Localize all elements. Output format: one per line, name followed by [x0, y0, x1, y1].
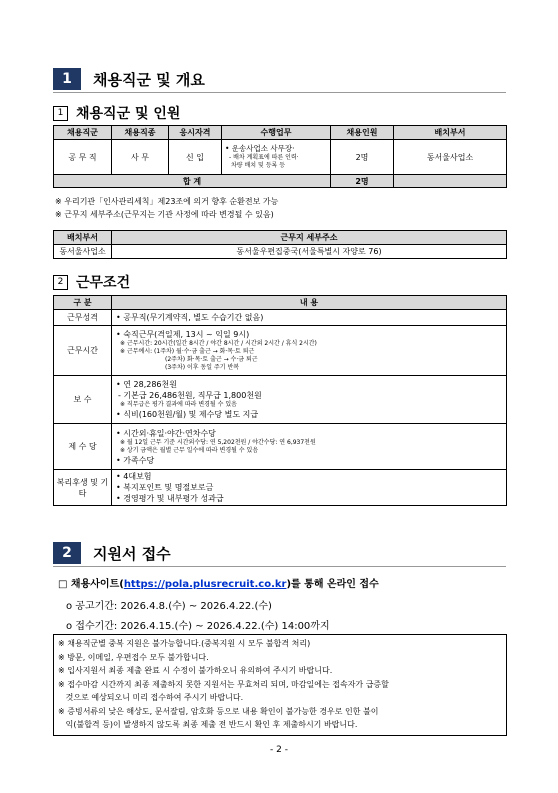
row-line: • 가족수당 — [116, 455, 155, 465]
table-row — [54, 140, 507, 175]
table-row — [54, 470, 507, 506]
total-label: 합 계 — [54, 175, 331, 188]
note: ※ 근무지 세부주소(근무지는 기관 사정에 따라 변경될 수 있음) — [55, 210, 274, 219]
job-table — [53, 125, 507, 188]
row-line: (2주차) 화·목·토 출근 → 수·금 퇴근 — [165, 356, 258, 363]
total-count: 2명 — [331, 175, 394, 188]
table-header: 응시자격 — [169, 126, 222, 140]
row-label: 제 수 당 — [54, 424, 112, 470]
notice-line: 익(불합격 등)이 발생하지 않도록 최종 제출 전 반드시 확인 후 제출하시기 바랍니다. — [58, 720, 358, 729]
row-line: • 복지포인트 및 명절보로금 — [116, 483, 214, 492]
table-header: 배치부서 — [54, 231, 112, 245]
location-table — [53, 230, 507, 259]
section-number: 1 — [53, 68, 81, 90]
table-row — [54, 326, 507, 376]
row-line: • 경영평가 및 내부평가 성과급 — [116, 494, 224, 503]
cell-qual: 신 입 — [169, 140, 222, 175]
cell-type: 사 무 — [112, 140, 169, 175]
cell-group: 공 무 직 — [54, 140, 112, 175]
cell-duty — [222, 140, 331, 175]
table-row — [54, 310, 507, 326]
row-line: ※ 월 12일 근무 기준 시간외수당: 연 5,202천원 / 야간수당: 연 6,937천원 — [120, 438, 316, 446]
table-row — [54, 424, 507, 470]
sub-1-header — [53, 103, 180, 123]
row-label: 근무시간 — [54, 326, 112, 376]
cell-count: 2명 — [331, 140, 394, 175]
sub-title: 근무조건 — [76, 275, 131, 291]
section-1-header — [53, 68, 205, 90]
total-row — [54, 175, 507, 188]
table-header: 채용인원 — [331, 126, 394, 140]
duty-line: • 운송사업소 사무장· — [225, 144, 295, 153]
table-row — [54, 376, 507, 424]
row-line: • 연 28,286천원 — [116, 380, 177, 389]
row-label: 근무성격 — [54, 310, 112, 326]
table-header: 근무지 세부주소 — [112, 231, 507, 245]
row-line: • 숙직근무(격일제, 13시 ~ 익일 9시) — [116, 330, 250, 339]
row-line: • 4대보험 — [116, 472, 152, 481]
conditions-table — [53, 295, 507, 506]
notice-line: ※ 접수마감 시간까지 최종 제출하지 못한 지원서는 무효처리 되며, 마감일에는 접속자가 급증할 — [58, 679, 389, 689]
row-line: ※ 직무급은 평가 결과에 따라 변경될 수 있음 — [120, 401, 237, 408]
sub-2-header — [53, 272, 130, 292]
row-line: (3주차) 이후 동일 주기 반복 — [165, 364, 240, 371]
table-header: 수행업무 — [222, 126, 331, 140]
divider — [53, 92, 506, 93]
row-line: • 시간외·휴일·야간·연차수당 — [116, 428, 216, 438]
section-2-header — [53, 542, 171, 564]
row-line: ※ 상기 금액은 월별 근무 일수에 따라 변경될 수 있음 — [120, 446, 259, 454]
section-title: 지원서 접수 — [93, 544, 171, 563]
notice-line: ※ 방문, 이메일, 우편접수 모두 불가합니다. — [58, 652, 209, 662]
receipt-period: ο 접수기간: 2026.4.15.(수) ~ 2026.4.22.(수) 14:00까지 — [66, 621, 330, 632]
row-line: ※ 근무시간: 20시간(일간 8시간 / 야간 8시간 / 시간외 2시간 / 휴식 2시간) — [120, 340, 317, 347]
notice-line: ※ 채용직군별 중복 지원은 불가능합니다.(중복지원 시 모두 불합격 처리) — [58, 639, 311, 648]
notice-line: 것으로 예상되오니 미리 접수하여 주시기 바랍니다. — [58, 693, 244, 702]
table-header: 채용직종 — [112, 126, 169, 140]
notice-line: ※ 증빙서류의 낮은 해상도, 문서잘림, 암호화 등으로 내용 확인이 불가능한 경우로 인한 불이 — [58, 706, 379, 716]
sub-number-box: 2 — [53, 275, 68, 290]
table-header: 내 용 — [112, 296, 507, 310]
row-label: 보 수 — [54, 376, 112, 424]
duty-line: - 배차 계획표에 따른 인력· — [229, 154, 299, 161]
duty-line: 차량 배치 및 등록 등 — [231, 162, 285, 169]
sub-title: 채용직군 및 인원 — [76, 106, 181, 122]
table-header: 채용직군 — [54, 126, 112, 140]
note: ※ 우리기관「인사관리세칙」제23조에 의거 향후 순환전보 가능 — [55, 197, 279, 206]
recruit-site-link[interactable]: https://pola.plusrecruit.co.kr — [123, 579, 287, 590]
cell-dept: 동서울사업소 — [54, 245, 112, 259]
cell-dept: 동서울사업소 — [394, 140, 507, 175]
notice-box — [53, 634, 507, 736]
section-title: 채용직군 및 개요 — [93, 70, 205, 89]
divider — [53, 566, 506, 567]
row-line: • 식비(160천원/월) 및 제수당 별도 지급 — [116, 410, 259, 419]
announce-period: ο 공고기간: 2026.4.8.(수) ~ 2026.4.22.(수) — [66, 601, 272, 612]
row-line: ※ 근무예시: (1주차) 월·수·금 출근 → 화·목·토 퇴근 — [120, 348, 255, 355]
sub-number-box: 1 — [53, 106, 68, 121]
table-header: 배치부서 — [394, 126, 507, 140]
page-number: - 2 - — [270, 745, 288, 755]
row-line: - 기본급 26,486천원, 직무급 1,800천원 — [118, 391, 262, 400]
notice-line: ※ 입사지원서 최종 제출 완료 시 수정이 불가하오니 유의하여 주시기 바랍니다. — [58, 666, 333, 675]
section-number: 2 — [53, 542, 81, 564]
cell-address: 동서울우편집중국(서울특별시 자양로 76) — [112, 245, 507, 259]
row-label: 복리후생 및 기타 — [54, 470, 112, 506]
row-line: • 공무직(무기계약직, 별도 수습기간 없음) — [116, 313, 264, 322]
apply-prefix: □ 채용사이트( — [58, 579, 124, 590]
apply-suffix: )를 통해 온라인 접수 — [286, 579, 379, 590]
apply-line — [58, 575, 379, 590]
table-header: 구 분 — [54, 296, 112, 310]
